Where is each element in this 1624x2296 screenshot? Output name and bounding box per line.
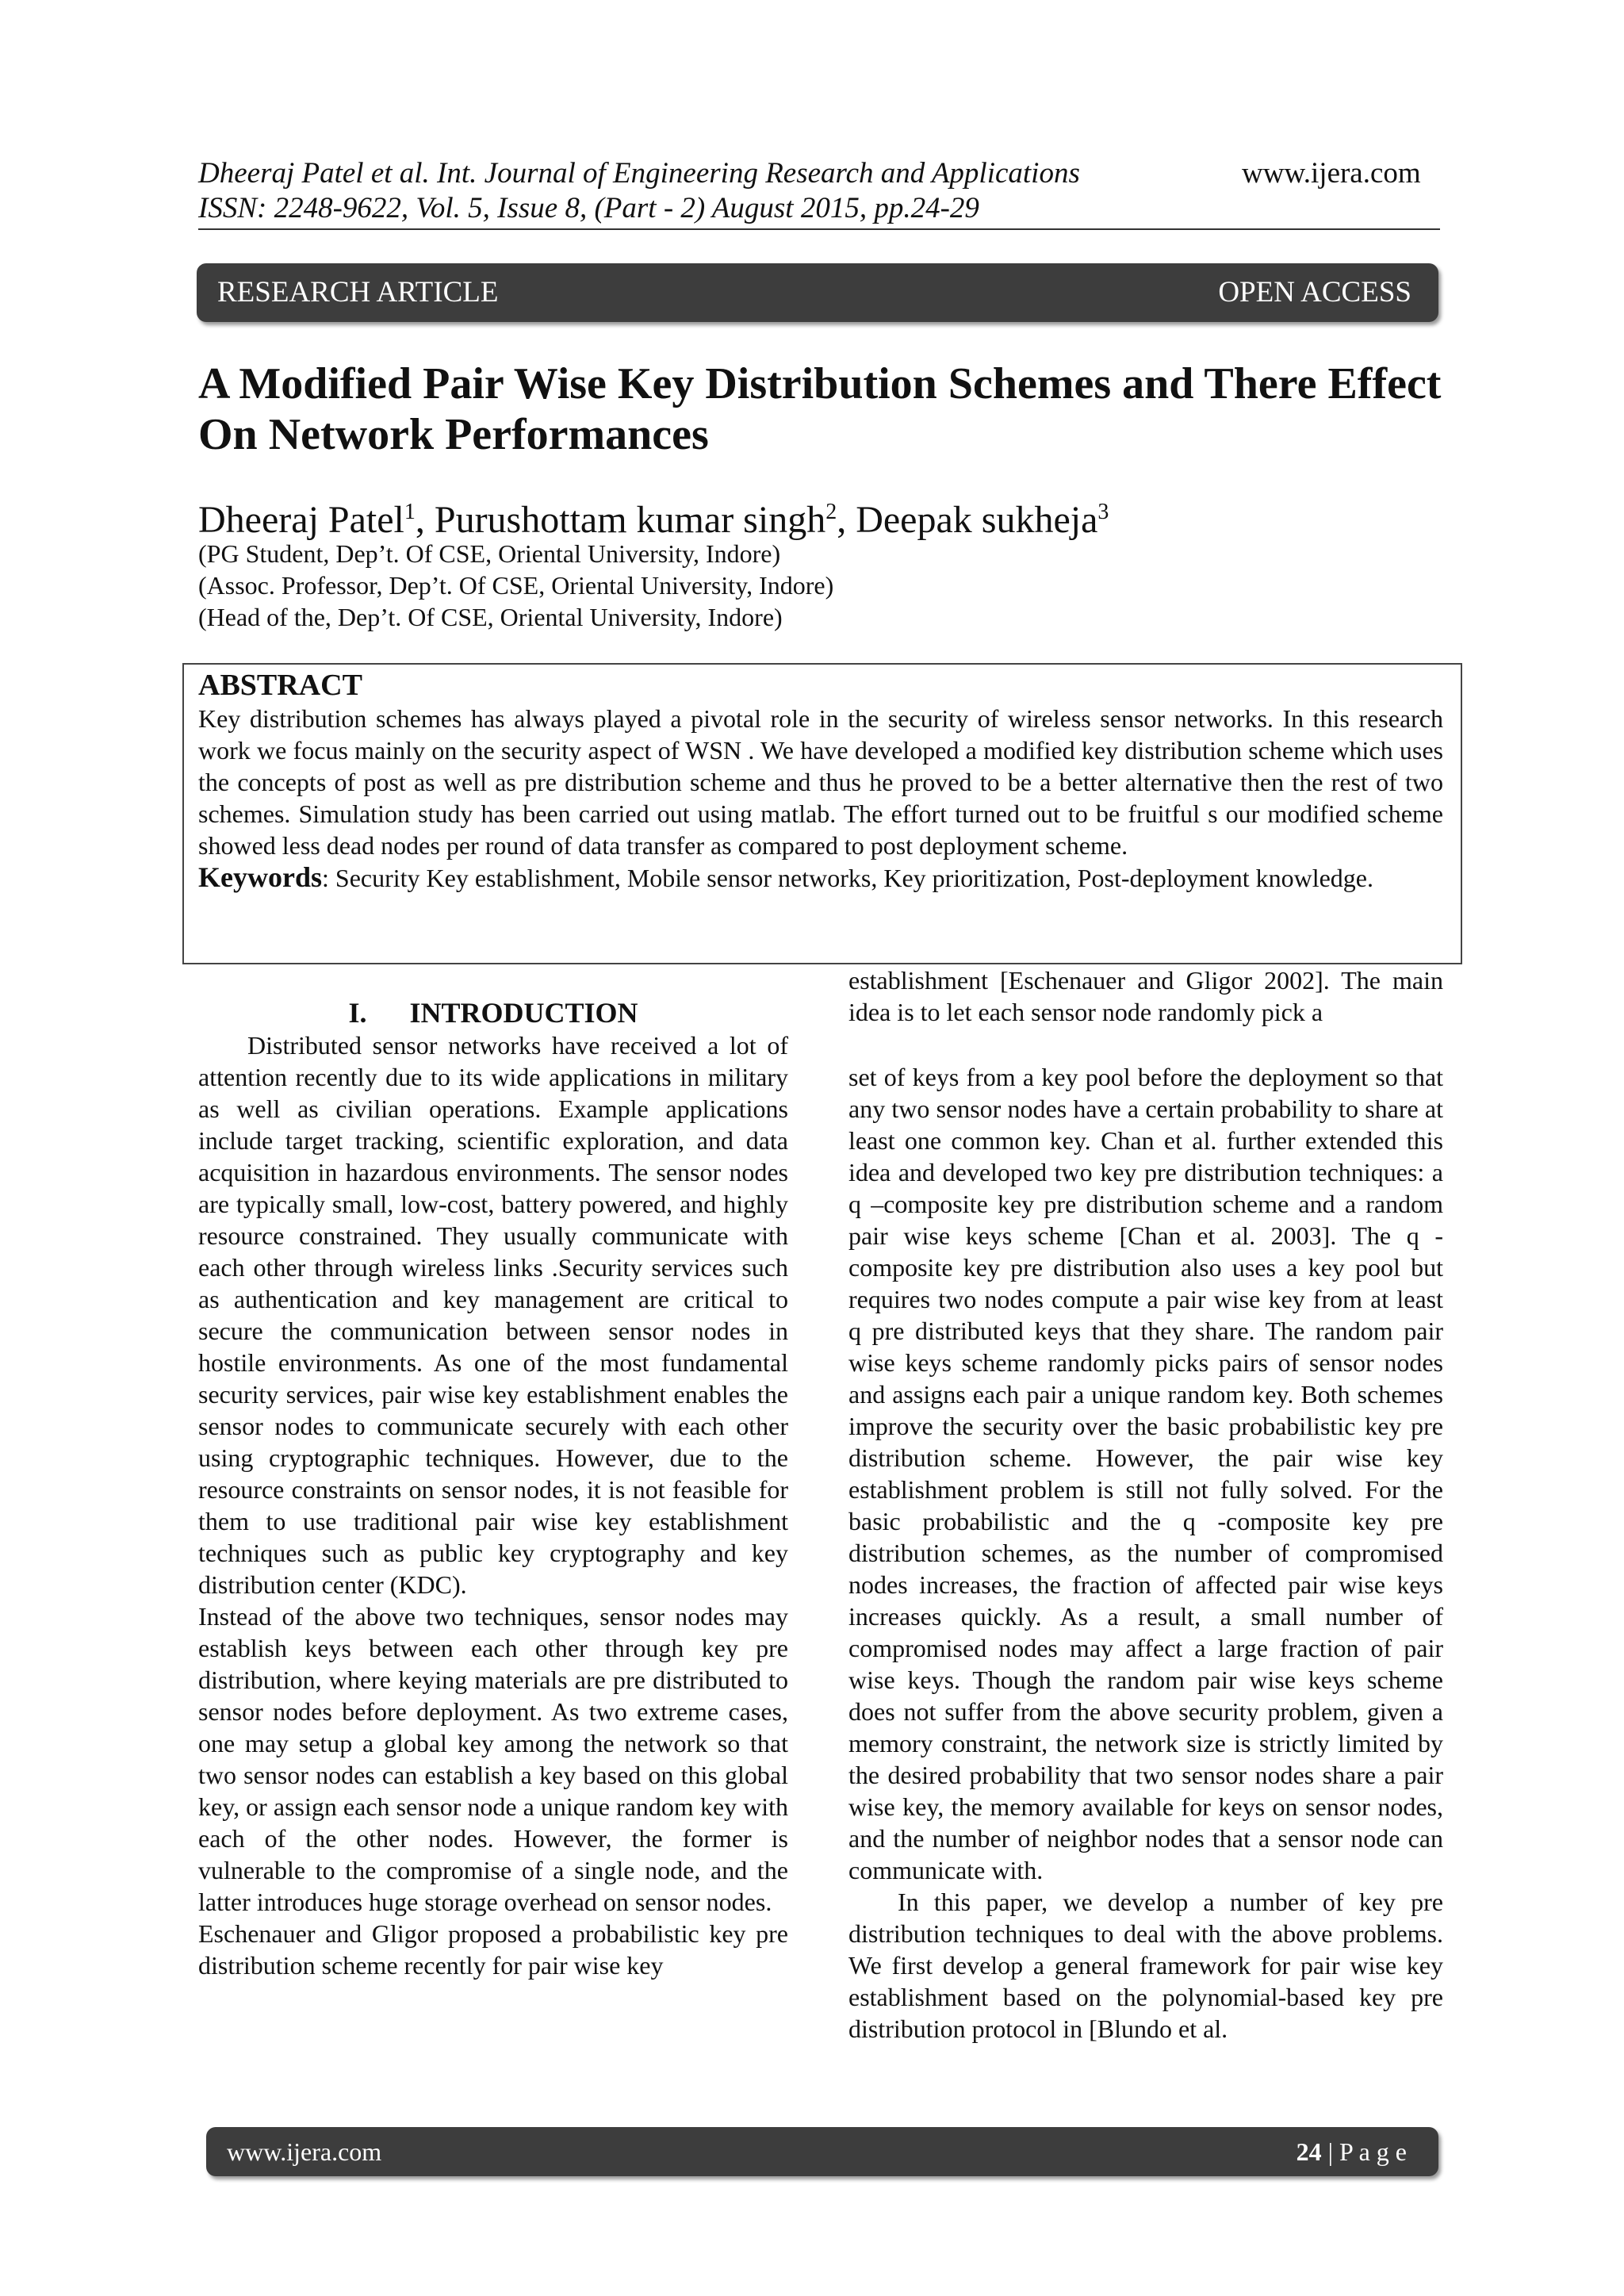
left-column xyxy=(198,1029,788,1981)
author-affiliation-marker: 1 xyxy=(404,500,416,524)
journal-header-line: Dheeraj Patel et al. Int. Journal of Engineering Research and Applications xyxy=(198,157,1080,190)
author-name: Purushottam kumar singh xyxy=(434,499,826,541)
introduction-heading: I. INTRODUCTION xyxy=(348,997,638,1029)
page-footer xyxy=(206,2127,1438,2176)
right-column-top xyxy=(848,964,1443,1028)
right-paragraph-2: set of keys from a key pool before the deployment so that any two sensor nodes have a certain probability to share at least one common key. Chan et al. further extended this idea and developed two key pre distribution techniques: a q –composite key pre distribution scheme and a random pair wise keys scheme [Chan et al. 2003]. The q -composite key pre distribution also uses a key pool but requires two nodes compute a pair wise key from at least q pre distributed keys that they share. The random pair wise keys scheme randomly picks pairs of sensor nodes and assigns each pair a unique random key. Both schemes improve the security over the basic probabilistic key pre distribution scheme. However, the pair wise key establishment problem is still not fully solved. For the basic probabilistic and the q -composite key pre distribution schemes, as the number of compromised nodes increases, the fraction of affected pair wise keys increases quickly. As a result, a small number of compromised nodes may affect a large fraction of pair wise keys. Though the random pair wise keys scheme does not suffer from the above security problem, given a memory constraint, the network size is strictly limited by the desired probability that two sensor nodes share a pair wise key, the memory available for keys on sensor nodes, and the number of neighbor nodes that a sensor node can communicate with. xyxy=(848,1063,1443,1884)
paper-title: A Modified Pair Wise Key Distribution Schemes and There Effect On Network Performances xyxy=(198,359,1442,459)
footer-website-link[interactable]: www.ijera.com xyxy=(227,2137,382,2166)
affiliation-1: (PG Student, Dep’t. Of CSE, Oriental University, Indore) xyxy=(198,539,781,568)
research-article-label: RESEARCH ARTICLE xyxy=(217,276,499,309)
header-website-link[interactable]: www.ijera.com xyxy=(1242,157,1421,190)
right-column xyxy=(848,1061,1443,2045)
author-affiliation-marker: 3 xyxy=(1097,500,1109,524)
header-rule xyxy=(198,228,1440,230)
page-number: 24 xyxy=(1296,2137,1322,2166)
intro-paragraph-2: Instead of the above two techniques, sensor nodes may establish keys between each other through key pre distribution, where keying materials are pre distributed to sensor nodes before deployment. As two extreme cases, one may setup a global key among the network so that two sensor nodes can establish a key based on this global key, or assign each sensor node a unique random key with each of the other nodes. However, the former is vulnerable to the compromise of a single node, and the latter introduces huge storage overhead on sensor nodes. xyxy=(198,1602,788,1916)
author-affiliation-marker: 2 xyxy=(825,500,837,524)
author-separator: , xyxy=(837,499,856,541)
issn-line: ISSN: 2248-9622, Vol. 5, Issue 8, (Part - 2) August 2015, pp.24-29 xyxy=(198,192,979,224)
page-label: | P a g e xyxy=(1321,2137,1407,2166)
abstract-heading: ABSTRACT xyxy=(198,669,362,702)
right-paragraph-3: In this paper, we develop a number of key pre distribution techniques to deal with the above problems. We first develop a general framework for pair wise key establishment based on the polynomial-based key pre distribution protocol in [Blundo et al. xyxy=(848,1888,1443,2043)
author-name: Deepak sukheja xyxy=(856,499,1098,541)
intro-paragraph-1: Distributed sensor networks have received a lot of attention recently due to its wide applications in military as well as civilian operations. Example applications include target tracking, scientific exploration, and data acquisition in hazardous environments. The sensor nodes are typically small, low-cost, battery powered, and highly resource constrained. They usually communicate with each other through wireless links .Security services such as authentication and key management are critical to secure the communication between sensor nodes in hostile environments. As one of the most fundamental security services, pair wise key establishment enables the sensor nodes to communicate securely with each other using cryptographic techniques. However, due to the resource constraints on sensor nodes, it is not feasible for them to use traditional pair wise key establishment techniques such as public key cryptography and key distribution center (KDC). xyxy=(198,1031,788,1599)
author-separator: , xyxy=(415,499,435,541)
keywords-label: Keywords xyxy=(198,861,322,893)
author-list xyxy=(198,489,1109,544)
article-type-banner xyxy=(197,263,1438,322)
right-paragraph-1: establishment [Eschenauer and Gligor 2002]. The main idea is to let each sensor node randomly pick a xyxy=(848,966,1443,1026)
intro-paragraph-3: Eschenauer and Gligor proposed a probabilistic key pre distribution scheme recently for pair wise key xyxy=(198,1919,788,1980)
open-access-label: OPEN ACCESS xyxy=(1218,276,1411,309)
affiliation-2: (Assoc. Professor, Dep’t. Of CSE, Oriental University, Indore) xyxy=(198,571,834,600)
abstract-text: Key distribution schemes has always played a pivotal role in the security of wireless sensor networks. In this research work we focus mainly on the security aspect of WSN . We have developed a modified key distribution scheme which uses the concepts of post as well as pre distribution scheme and thus he proved to be a better alternative then the rest of two schemes. Simulation study has been carried out using matlab. The effort turned out to be fruitful s our modified scheme showed less dead nodes per round of data transfer as compared to post deployment scheme. xyxy=(198,704,1443,860)
affiliation-3: (Head of the, Dep’t. Of CSE, Oriental University, Indore) xyxy=(198,603,783,631)
keywords xyxy=(198,861,1443,894)
page-indicator xyxy=(1297,2127,1407,2176)
author-name: Dheeraj Patel xyxy=(198,499,404,541)
keywords-text: : Security Key establishment, Mobile sensor networks, Key prioritization, Post-deployment knowledge. xyxy=(322,864,1373,892)
